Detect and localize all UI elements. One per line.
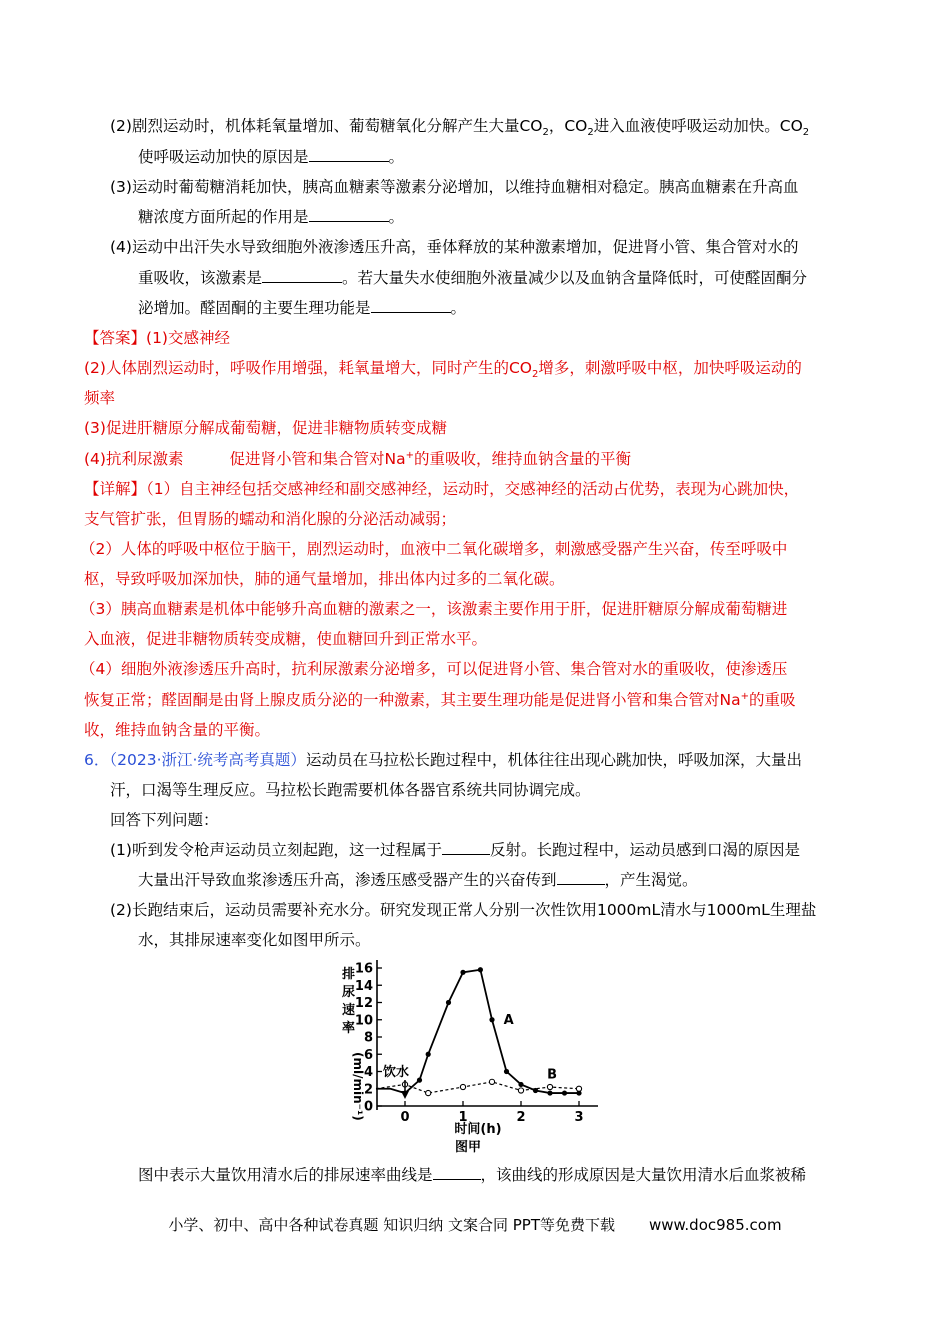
answer-blank bbox=[442, 853, 490, 855]
series-a-point bbox=[504, 1069, 509, 1074]
answer-blank bbox=[262, 281, 342, 283]
y-axis-label: 排尿速率 bbox=[342, 967, 356, 1036]
answer-line4: (3)促进肝糖原分解成葡萄糖，促进非糖物质转变成糖 bbox=[84, 419, 447, 437]
series-b-point bbox=[576, 1086, 581, 1091]
y-tick-label: 4 bbox=[363, 1065, 373, 1080]
explain-line4: 枢，导致呼吸加深加快，肺的通气量增加，排出体内过多的二氧化碳。 bbox=[84, 570, 565, 588]
y-tick-label: 0 bbox=[363, 1099, 373, 1115]
series-b-point bbox=[426, 1090, 431, 1095]
y-axis-unit: (ml/min⁻¹) bbox=[351, 1052, 365, 1121]
chart-title: 图甲 bbox=[454, 1140, 482, 1155]
x-tick-label: 3 bbox=[574, 1110, 584, 1125]
answer-line1: 【答案】(1)交感神经 bbox=[84, 329, 230, 347]
series-a-point bbox=[417, 1078, 422, 1083]
answer-blank bbox=[309, 160, 389, 162]
answer-line5: (4)抗利尿激素 促进肾小管和集合管对Na+的重吸收，维持血钠含量的平衡 bbox=[84, 449, 631, 468]
arrow-head bbox=[401, 1091, 409, 1099]
answer-blank bbox=[433, 1178, 481, 1180]
explain-tag: 【详解】 bbox=[84, 480, 147, 498]
y-tick-label: 8 bbox=[363, 1030, 373, 1046]
q6-source: （2023·浙江·统考高考真题） bbox=[109, 751, 306, 769]
x-tick-label: 1 bbox=[458, 1110, 468, 1125]
q6-stem-line1: 6．（2023·浙江·统考高考真题）运动员在马拉松长跑过程中，机体往往出现心跳加快，呼吸加深，大量出 bbox=[84, 751, 802, 769]
y-tick-label: 14 bbox=[354, 978, 373, 994]
explain-line9: 收，维持血钠含量的平衡。 bbox=[84, 721, 271, 739]
q5-part3-line1: (3)运动时葡萄糖消耗加快，胰高血糖素等激素分泌增加，以维持血糖相对稳定。胰高血糖素在升高血 bbox=[110, 178, 799, 196]
chart-ticks bbox=[355, 962, 584, 1126]
q6-part3-line1: 图中表示大量饮用清水后的排尿速率曲线是 ，该曲线的形成原因是大量饮用清水后血浆被稀 bbox=[138, 1166, 807, 1184]
q5-part4-line2: 重吸收，该激素是 。若大量失水使细胞外液量减少以及血钠含量降低时，可使醛固酮分 bbox=[138, 269, 808, 287]
series-a-point bbox=[547, 1090, 552, 1095]
answer-blank bbox=[371, 311, 451, 313]
answer-line3: 频率 bbox=[84, 389, 116, 407]
series-b-point bbox=[489, 1079, 494, 1084]
q5-part4-line3: 泌增加。醛固酮的主要生理功能是 。 bbox=[138, 299, 467, 317]
explain-line5: （3）胰高血糖素是机体中能够升高血糖的激素之一，该激素主要作用于肝，促进肝糖原分解成葡萄糖进 bbox=[80, 600, 788, 618]
y-tick-label: 12 bbox=[354, 996, 373, 1011]
answer-tag: 【答案】 bbox=[84, 329, 147, 347]
series-b-point bbox=[547, 1084, 552, 1089]
x-tick-label: 0 bbox=[400, 1110, 410, 1125]
x-tick-label: 2 bbox=[516, 1110, 526, 1125]
x-axis-label: 时间(h) bbox=[454, 1122, 502, 1137]
series-a-point bbox=[518, 1082, 523, 1087]
q5-part4-line1: (4)运动中出汗失水导致细胞外液渗透压升高，垂体释放的某种激素增加，促进肾小管、集合管对水的 bbox=[110, 238, 799, 256]
series-b-point bbox=[518, 1088, 523, 1093]
chart-axes bbox=[351, 960, 598, 1121]
answer-line2: (2)人体剧烈运动时，呼吸作用增强，耗氧量增大，同时产生的$CO_2$增多，刺激呼吸中枢，加快呼吸运动的 bbox=[84, 359, 802, 381]
series-a-point bbox=[460, 970, 465, 975]
page-footer: 小学、初中、高中各种试卷真题 知识归纳 文案合同 PPT等免费下载 www.doc985.com bbox=[168, 1216, 782, 1234]
explain-line3: （2）人体的呼吸中枢位于脑干，剧烈运动时，血液中二氧化碳增多，刺激感受器产生兴奋，传至呼吸中 bbox=[80, 540, 788, 558]
explain-line7: （4）细胞外液渗透压升高时，抗利尿激素分泌增多，可以促进肾小管、集合管对水的重吸收，使渗透压 bbox=[80, 660, 788, 678]
q5-part3-line2: 糖浓度方面所起的作用是 。 bbox=[138, 208, 405, 226]
q6-part1-line1: (1)听到发令枪声运动员立刻起跑，这一过程属于 反射。长跑过程中，运动员感到口渴的原因是 bbox=[110, 841, 800, 859]
explain-line6: 入血液，促进非糖物质转变成糖，使血糖回升到正常水平。 bbox=[84, 630, 488, 648]
series-a-point bbox=[489, 1017, 494, 1022]
series-a-point bbox=[562, 1090, 567, 1095]
q6-stem-line2: 汗，口渴等生理反应。马拉松长跑需要机体各器官系统共同协调完成。 bbox=[110, 781, 591, 799]
q5-part2-line2: 使呼吸运动加快的原因是 。 bbox=[138, 148, 405, 166]
q6-part1-line2: 大量出汗导致血浆渗透压升高，渗透压感受器产生的兴奋传到 ，产生渴觉。 bbox=[138, 871, 698, 889]
explain-line2: 支气管扩张，但胃肠的蠕动和消化腺的分泌活动减弱； bbox=[84, 510, 457, 528]
footer-url: www.doc985.com bbox=[648, 1216, 782, 1234]
series-a-label: A bbox=[503, 1013, 514, 1029]
y-tick-label: 6 bbox=[363, 1047, 373, 1063]
q5-part2-line1: (2)剧烈运动时，机体耗氧量增加、葡萄糖氧化分解产生大量$CO_2$，$CO_2$进入血液使呼吸运动加快。$CO_2$ bbox=[110, 117, 810, 139]
series-b-label: B bbox=[547, 1067, 558, 1083]
q6-part2-line2: 水，其排尿速率变化如图甲所示。 bbox=[138, 931, 371, 949]
series-a-point bbox=[478, 967, 483, 972]
y-tick-label: 10 bbox=[354, 1013, 373, 1029]
explain-line1: 【详解】（1）自主神经包括交感神经和副交感神经，运动时，交感神经的活动占优势，表现为心跳加快， bbox=[84, 480, 800, 498]
y-tick-label: 16 bbox=[354, 961, 373, 977]
q6-number: 6． bbox=[84, 751, 110, 769]
drink-water-annotation: 饮水 bbox=[382, 1065, 410, 1080]
q6-part2-line1: (2)长跑结束后，运动员需要补充水分。研究发现正常人分别一次性饮用1000mL清水与1000mL生理盐 bbox=[110, 901, 817, 919]
series-a-point bbox=[426, 1052, 431, 1057]
y-tick-label: 2 bbox=[363, 1082, 373, 1098]
explain-line8: 恢复正常；醛固酮是由肾上腺皮质分泌的一种激素，其主要生理功能是促进肾小管和集合管对Na+的重吸 bbox=[84, 690, 796, 709]
series-b-point bbox=[460, 1084, 465, 1089]
answer-blank bbox=[557, 883, 605, 885]
series-a-point bbox=[446, 1000, 451, 1005]
urine-rate-chart bbox=[330, 948, 620, 1160]
q6-ask: 回答下列问题： bbox=[110, 811, 219, 829]
answer-blank bbox=[309, 220, 389, 222]
